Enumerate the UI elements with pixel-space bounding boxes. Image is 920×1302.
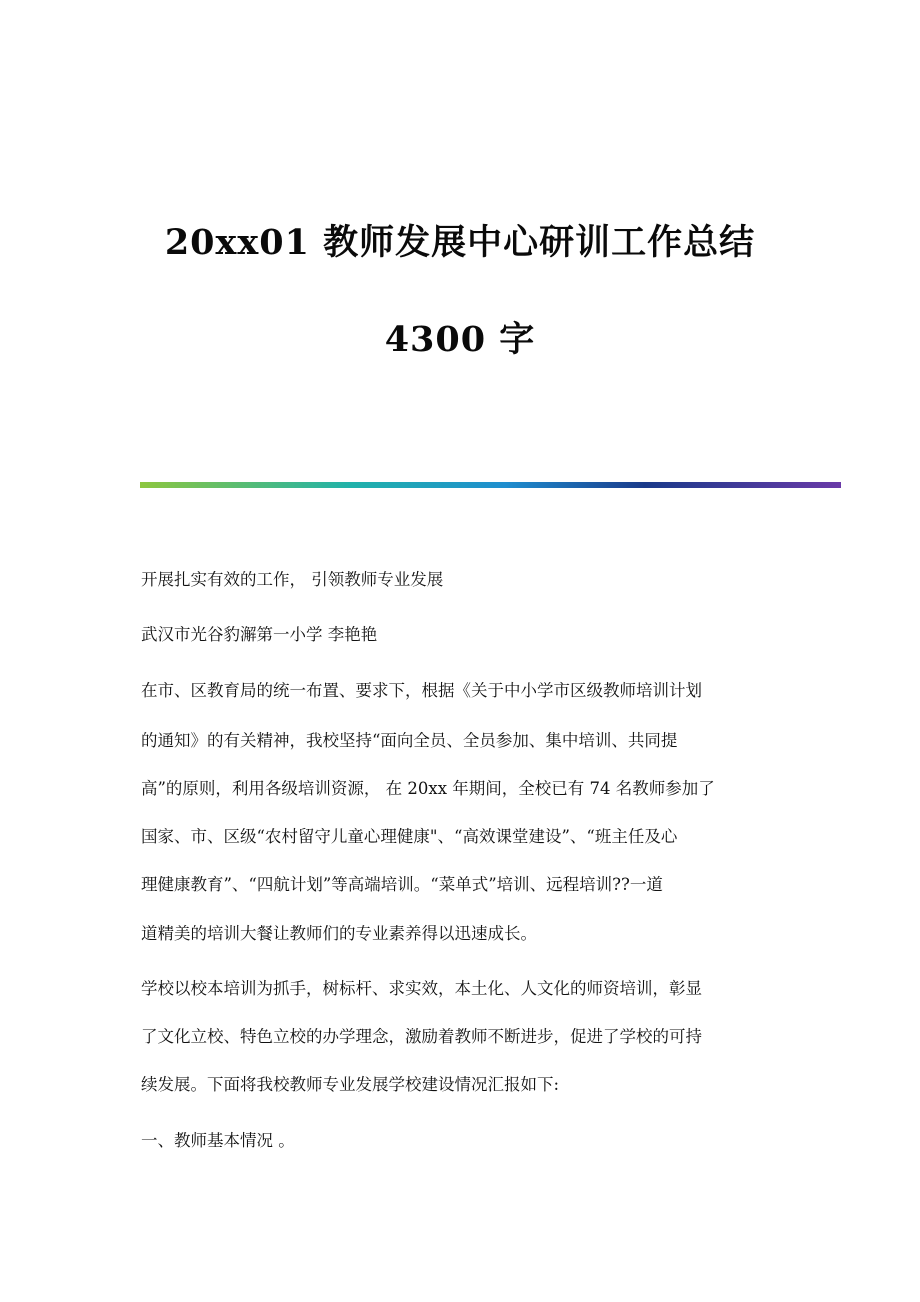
paragraph-2-line-2: 了文化立校、特色立校的办学理念，激励着教师不断进步，促进了学校的可持	[141, 1027, 702, 1046]
section-heading: 一、教师基本情况 。	[141, 1131, 295, 1150]
paragraph-1-line-6: 道精美的培训大餐让教师们的专业素养得以迅速成长。	[141, 924, 537, 943]
document-title-line-1: 20xx01 教师发展中心研训工作总结	[164, 222, 756, 263]
paragraph-2-line-3: 续发展。下面将我校教师专业发展学校建设情况汇报如下:	[141, 1075, 560, 1094]
gradient-divider	[140, 482, 841, 488]
paragraph-1-line-1: 在市、区教育局的统一布置、要求下，根据《关于中小学市区级教师培训计划	[141, 681, 702, 700]
paragraph-1-line-5: 理健康教育”、“四航计划”等高端培训。“菜单式”培训、远程培训??一道	[141, 875, 663, 894]
document-title-line-2: 4300 字	[384, 319, 536, 360]
paragraph-2-line-1: 学校以校本培训为抓手，树标杆、求实效，本土化、人文化的师资培训，彰显	[141, 979, 702, 998]
paragraph-1-line-3: 高”的原则，利用各级培训资源， 在 20xx 年期间，全校已有 74 名教师参加了	[141, 779, 715, 798]
author-line: 武汉市光谷豹澥第一小学 李艳艳	[141, 625, 378, 644]
subtitle-line: 开展扎实有效的工作， 引领教师专业发展	[141, 570, 444, 589]
paragraph-1-line-2: 的通知》的有关精神，我校坚持“面向全员、全员参加、集中培训、共同提	[141, 731, 678, 750]
paragraph-1-line-4: 国家、市、区级“农村留守儿童心理健康"、“高效课堂建设”、“班主任及心	[141, 827, 678, 846]
